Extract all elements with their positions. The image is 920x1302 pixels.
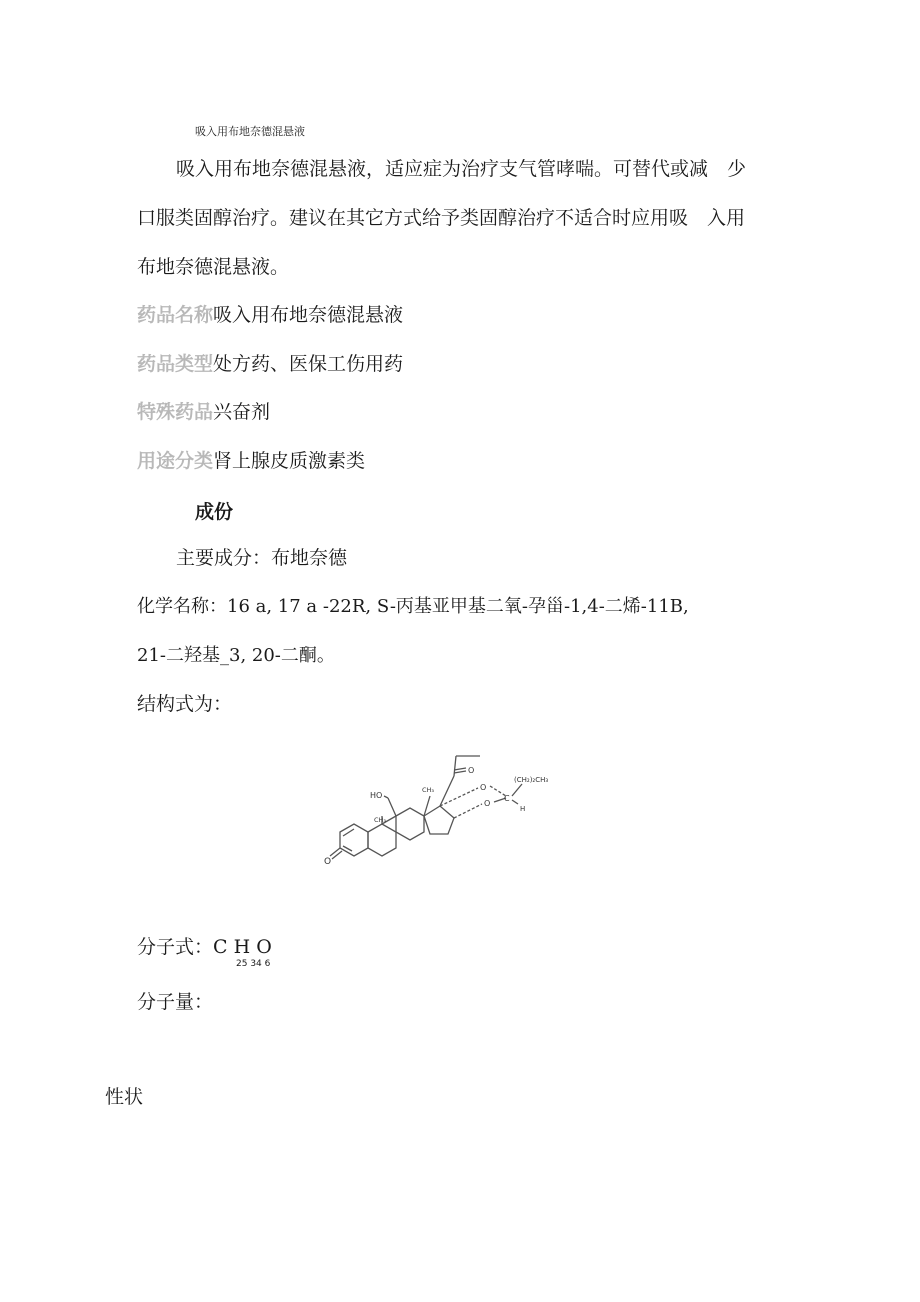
structure-chain: (CH₂)₂CH₃	[514, 776, 549, 784]
field-value: 吸入用布地奈德混悬液	[213, 304, 404, 326]
structure-o-upper: O	[468, 766, 475, 775]
field-value: 处方药、医保工伤用药	[213, 353, 404, 375]
structure-ch3-top: CH₃	[422, 786, 435, 794]
intro-line-1: 吸入用布地奈德混悬液，适应症为治疗支气管哮喘。可替代或减 少	[176, 158, 747, 180]
field-label: 特殊药品	[137, 401, 214, 423]
structural-formula	[318, 748, 568, 873]
main-ingredient: 主要成分：布地奈德	[176, 547, 348, 569]
intro-line-3: 布地奈德混悬液。	[137, 256, 290, 278]
chemical-name-line-1: 化学名称：16 a, 17 a -22R, S-丙基亚甲基二氧-孕甾-1,4-二烯-11B,	[137, 596, 689, 617]
molecular-formula	[137, 935, 272, 959]
structure-o-ring: O	[480, 783, 487, 792]
intro-line-2: 口服类固醇治疗。建议在其它方式给予类固醇治疗不适合时应用吸 入用	[137, 207, 746, 229]
structure-label: 结构式为：	[137, 693, 233, 715]
formula-label: 分子式：	[137, 936, 214, 958]
ring-a	[340, 824, 368, 856]
field-value: 兴奋剂	[213, 401, 271, 423]
field-usage-class	[137, 449, 365, 473]
structure-ho: HO	[370, 791, 383, 800]
field-drug-type	[137, 352, 403, 376]
field-label: 药品名称	[137, 304, 214, 326]
formula-subscripts: 25 34 6	[236, 959, 271, 969]
field-label: 药品类型	[137, 353, 214, 375]
structure-h: H	[520, 805, 526, 813]
properties-heading: 性状	[105, 1086, 144, 1108]
molecular-weight-label: 分子量：	[137, 991, 214, 1013]
field-drug-name	[137, 303, 403, 327]
structure-o-lower: O	[484, 799, 491, 808]
composition-heading: 成份	[195, 501, 234, 523]
document-small-title: 吸入用布地奈德混悬液	[195, 125, 305, 138]
field-label: 用途分类	[137, 450, 214, 472]
field-value: 肾上腺皮质激素类	[213, 450, 366, 472]
structure-o-keto: O	[324, 857, 332, 867]
structure-c: C	[504, 794, 510, 803]
ring-d	[424, 806, 454, 834]
structure-ch3-mid: CH₃	[374, 816, 387, 824]
formula-text: C H O	[213, 936, 272, 958]
field-special-drug	[137, 400, 270, 424]
chemical-name-line-2: 21-二羟基_3, 20-二酮。	[137, 645, 335, 666]
ring-c	[396, 808, 424, 840]
ring-b	[368, 824, 396, 856]
